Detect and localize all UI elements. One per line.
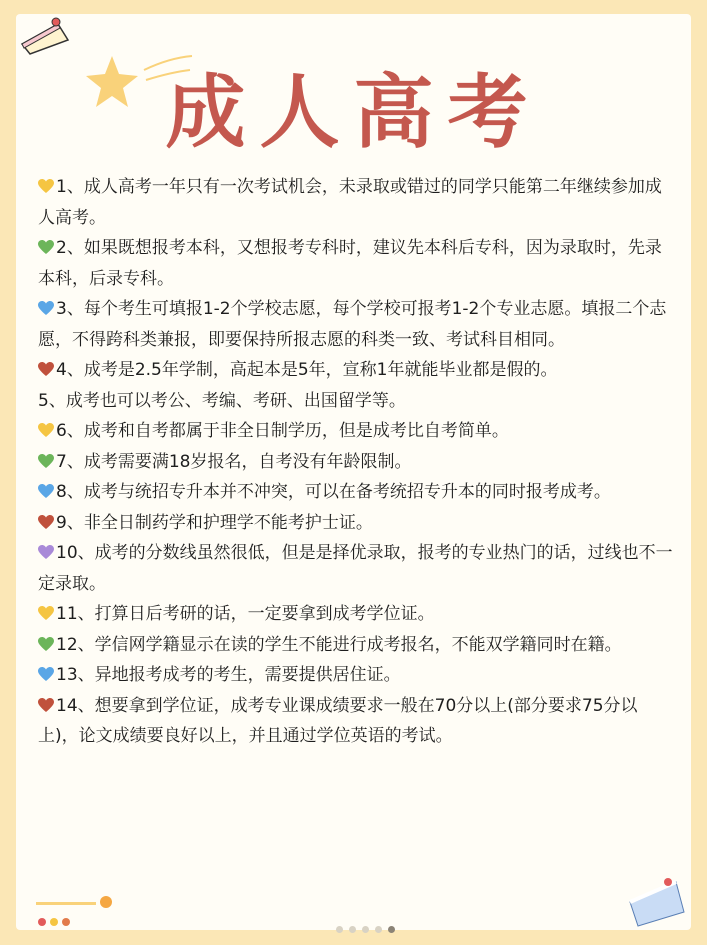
list-item-text: 9、非全日制药学和护理学不能考护士证。 bbox=[56, 512, 373, 533]
heart-icon bbox=[38, 667, 54, 682]
heart-icon bbox=[38, 484, 54, 499]
pagination-dot[interactable] bbox=[349, 926, 356, 933]
list-item-text: 2、如果既想报考本科，又想报考专科时，建议先本科后专科，因为录取时，先录本科，后录专科。 bbox=[38, 238, 662, 289]
heart-icon bbox=[38, 698, 54, 713]
tips-list bbox=[38, 172, 678, 752]
page-title: 成人高考 bbox=[165, 66, 542, 159]
list-item-text: 5、成考也可以考公、考编、考研、出国留学等。 bbox=[38, 390, 406, 411]
list-item bbox=[38, 599, 678, 630]
list-item-text: 3、每个考生可填报1-2个学校志愿，每个学校可报考1-2个专业志愿。填报二个志愿，不得跨科类兼报，即要保持所报志愿的科类一致、考试科目相同。 bbox=[38, 299, 667, 350]
list-item-text: 10、成考的分数线虽然很低，但是是择优录取，报考的专业热门的话，过线也不一定录取。 bbox=[38, 543, 673, 594]
list-item bbox=[38, 691, 678, 752]
list-item-text: 6、成考和自考都属于非全日制学历，但是成考比自考简单。 bbox=[56, 421, 509, 441]
pagination-dot[interactable] bbox=[388, 926, 395, 933]
list-item-text: 8、成考与统招专升本并不冲突，可以在备考统招专升本的同时报考成考。 bbox=[56, 482, 611, 502]
list-item bbox=[38, 508, 678, 539]
list-item-text: 11、打算日后考研的话，一定要拿到成考学位证。 bbox=[56, 604, 435, 624]
pagination-dot[interactable] bbox=[362, 926, 369, 933]
list-item bbox=[38, 294, 678, 355]
list-item-text: 14、想要拿到学位证，成考专业课成绩要求一般在70分以上(部分要求75分以上)，论文成绩要良好以上，并且通过学位英语的考试。 bbox=[38, 695, 638, 746]
list-item bbox=[38, 233, 678, 294]
cake-icon bbox=[626, 872, 686, 927]
list-item bbox=[38, 172, 678, 233]
list-item bbox=[38, 630, 678, 661]
list-item bbox=[38, 386, 678, 417]
pagination-dot[interactable] bbox=[336, 926, 343, 933]
list-item bbox=[38, 447, 678, 478]
list-item bbox=[38, 416, 678, 447]
heart-icon bbox=[38, 240, 54, 255]
pagination-dots bbox=[336, 926, 395, 933]
heart-icon bbox=[38, 423, 54, 438]
list-item-text: 7、成考需要满18岁报名，自考没有年龄限制。 bbox=[56, 451, 412, 472]
fruit-decoration-icon bbox=[36, 894, 126, 934]
list-item bbox=[38, 538, 678, 599]
heart-icon bbox=[38, 545, 54, 560]
content-card bbox=[16, 14, 691, 930]
list-item bbox=[38, 660, 678, 691]
list-item-text: 13、异地报考成考的考生，需要提供居住证。 bbox=[56, 665, 401, 685]
heart-icon bbox=[38, 179, 54, 194]
list-item bbox=[38, 355, 678, 386]
heart-icon bbox=[38, 362, 54, 377]
list-item bbox=[38, 477, 678, 508]
list-item-text: 4、成考是2.5年学制，高起本是5年，宣称1年就能毕业都是假的。 bbox=[56, 360, 558, 380]
list-item-text: 12、学信网学籍显示在读的学生不能进行成考报名，不能双学籍同时在籍。 bbox=[56, 634, 622, 655]
pagination-dot[interactable] bbox=[375, 926, 382, 933]
heart-icon bbox=[38, 515, 54, 530]
list-item-text: 1、成人高考一年只有一次考试机会，未录取或错过的同学只能第二年继续参加成人高考。 bbox=[38, 177, 662, 228]
heart-icon bbox=[38, 301, 54, 316]
heart-icon bbox=[38, 606, 54, 621]
heart-icon bbox=[38, 454, 54, 469]
heart-icon bbox=[38, 637, 54, 652]
